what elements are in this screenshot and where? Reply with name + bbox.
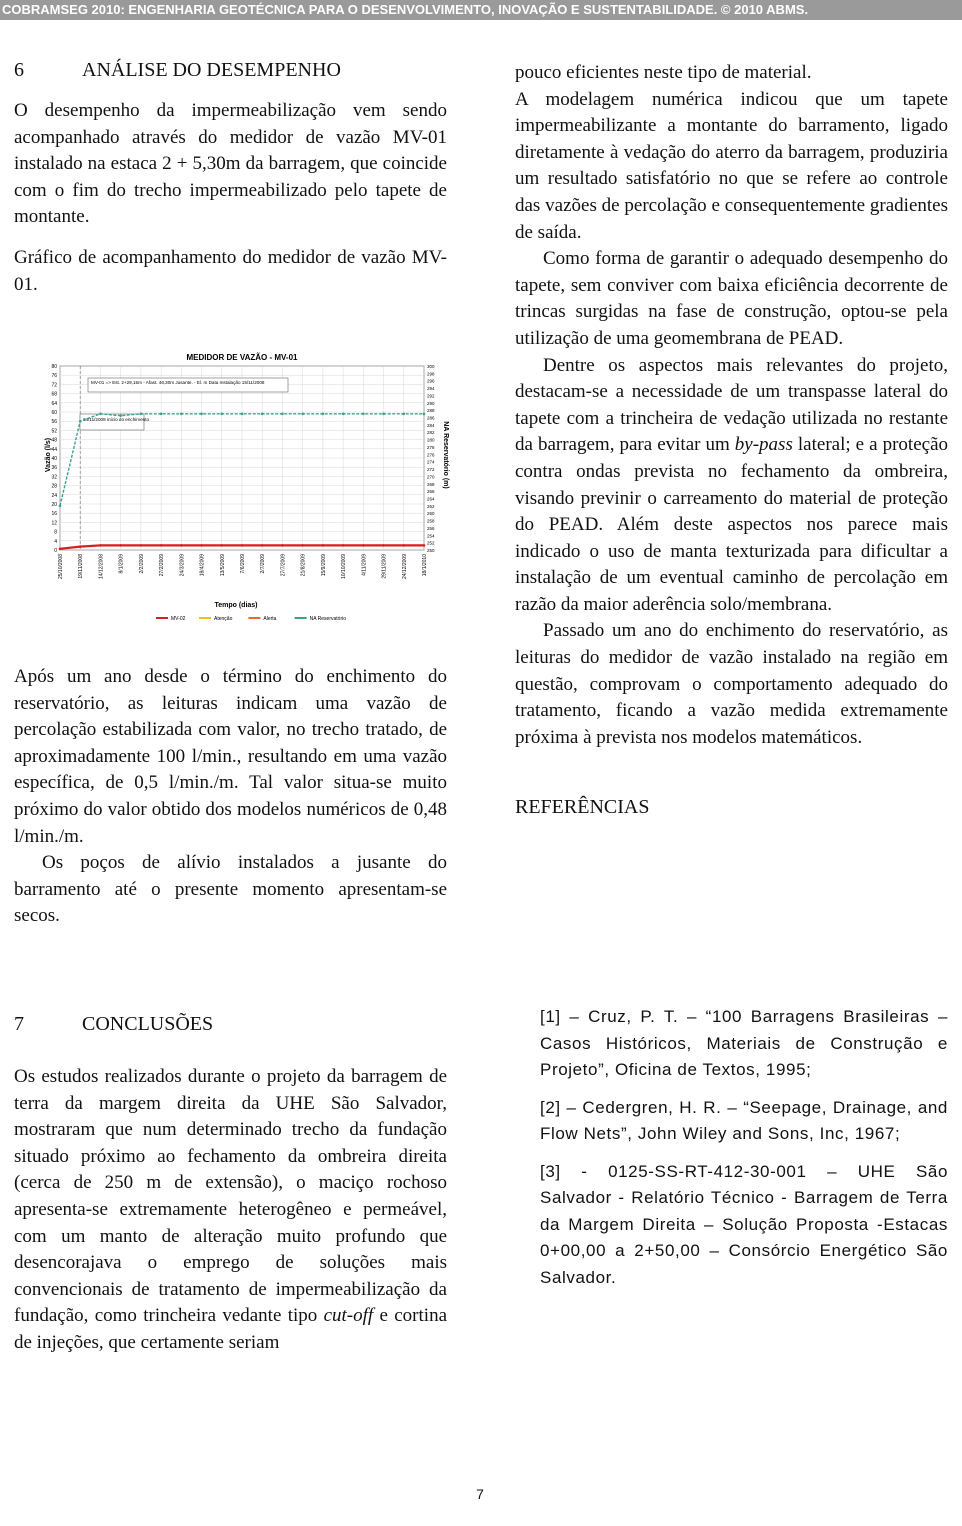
- paragraph: pouco eficientes neste tipo de material.: [515, 62, 812, 83]
- chart-plot-area: [51, 364, 435, 622]
- paragraph: A modelagem numérica indicou que um tapete impermeabilizante a montante do barramento, ligado diretamente à vedação do aterro da barragem, produziria um resultado satisfatório no que se refere ao controle das vazões de percolação e consequentemente gradientes de saída.: [515, 88, 948, 243]
- x-tick-label: 10/10/2009: [341, 554, 348, 580]
- y2-tick-label: 272: [427, 467, 435, 473]
- y-tick-label: 72: [51, 382, 57, 389]
- data-point: [99, 413, 102, 416]
- y-tick-label: 76: [51, 373, 57, 380]
- x-tick-label: 18/1/2010: [422, 554, 428, 577]
- data-point: [119, 414, 122, 417]
- data-point: [382, 413, 385, 416]
- x-tick-label: 24/3/2009: [179, 554, 186, 577]
- annotation-text: 24/11/2008 início do enchimento: [83, 417, 150, 422]
- x-tick-label: 4/11/2009: [361, 554, 368, 576]
- y-tick-label: 16: [51, 511, 57, 518]
- y-tick-label: 64: [51, 400, 57, 407]
- page-number: 7: [476, 1486, 484, 1502]
- y2-tick-label: 282: [427, 430, 435, 436]
- chart-ylabel: Vazão (l/s): [45, 437, 52, 473]
- data-point: [180, 544, 183, 547]
- data-point: [322, 544, 325, 547]
- data-point: [200, 413, 203, 416]
- data-point: [362, 413, 365, 416]
- data-point: [241, 544, 244, 547]
- legend-label: Alerta: [263, 616, 277, 622]
- data-point: [79, 420, 82, 423]
- data-point: [423, 413, 426, 416]
- y-tick-label: 48: [51, 437, 57, 444]
- reference-item: [2] – Cedergren, H. R. – “Seepage, Drainage, and Flow Nets”, John Wiley and Sons, Inc, 1967;: [540, 1097, 948, 1143]
- y-tick-label: 4: [54, 538, 57, 545]
- text-run: lateral; e a proteção contra ondas prevista no fechamento da ombreira, visando previnir o carreamento do material de proteção do PEAD. Além deste aspectos nos parece mais indicado o uso de manta texturizada para dificultar a instalação de um eventual caminho de percolação em razão da maior aderência solo/membrana.: [515, 434, 948, 615]
- section-number: 7: [14, 1013, 24, 1035]
- y-tick-label: 24: [51, 492, 57, 499]
- y2-tick-label: 290: [427, 400, 435, 406]
- reference-item: [1] – Cruz, P. T. – “100 Barragens Brasileiras – Casos Históricos, Materiais de Construção e Projeto”, Oficina de Textos, 1995;: [540, 1007, 948, 1079]
- y2-tick-label: 262: [427, 503, 435, 509]
- data-point: [402, 544, 405, 547]
- y2-tick-label: 250: [427, 548, 435, 553]
- x-tick-label: 2/2/2009: [138, 554, 145, 574]
- y2-tick-label: 254: [427, 533, 435, 539]
- data-point: [423, 544, 426, 547]
- data-point: [180, 413, 183, 416]
- data-point: [362, 544, 365, 547]
- y2-tick-label: 268: [427, 481, 435, 487]
- x-tick-label: 7/6/2009: [240, 554, 246, 574]
- data-point: [281, 413, 284, 416]
- y2-tick-label: 284: [427, 422, 435, 428]
- data-point: [140, 413, 143, 416]
- y2-tick-label: 260: [427, 511, 435, 517]
- y2-tick-label: 298: [427, 371, 435, 377]
- y2-tick-label: 256: [427, 525, 435, 531]
- references-list: [540, 1004, 948, 1302]
- y-tick-label: 44: [51, 446, 57, 453]
- section-title: CONCLUSÕES: [82, 1013, 214, 1035]
- y2-tick-label: 276: [427, 452, 435, 458]
- paragraph: Após um ano desde o término do enchimento do reservatório, as leituras indicam uma vazão de percolação estabilizada com valor, no trecho tratado, de aproximadamente 100 l/min., resultando em uma vazão específica, de 0,5 l/min./m. Tal valor situa-se muito próximo do valor obtido dos modelos numéricos de 0,48 l/min./m.: [14, 666, 447, 847]
- y-tick-label: 32: [51, 474, 57, 481]
- annotation-text: MV-01 => Est. 2+29,15m - Afast. 46,30m Jusante. - El. m Data Instalação 15/11/2008: [91, 380, 265, 385]
- x-tick-label: 8/1/2009: [118, 554, 125, 574]
- text-run: Dentre os aspectos mais relevantes do projeto, destacam-se a necessidade de um transpasse lateral do tapete com a trincheira de vedação utilizada no restante da barragem, para evitar um: [515, 354, 948, 456]
- data-point: [301, 413, 304, 416]
- y-tick-label: 20: [51, 502, 57, 508]
- section-number: 6: [14, 59, 24, 81]
- section-7-heading: [14, 1010, 447, 1038]
- text-run: e cortina de injeções, que certamente seriam: [14, 1305, 447, 1353]
- y-tick-label: 28: [51, 483, 57, 490]
- data-point: [342, 413, 345, 416]
- paragraph: O desempenho da impermeabilização vem sendo acompanhado através do medidor de vazão MV-01 instalado na estaca 2 + 5,30m da barragem, que coincide com o fim do trecho impermeabilizado pelo tapete de montante.: [14, 100, 447, 228]
- y2-tick-label: 252: [427, 540, 435, 546]
- y2-tick-label: 258: [427, 518, 435, 524]
- text-run: Os estudos realizados durante o projeto da barragem de terra da margem direita da UHE São Salvador, mostraram que num determinado trecho da fundação situado próximo ao fechamento da ombreira direita (cerca de 250 m de extensão), o maciço rochoso apresenta-se extremamente heterogêneo e permeável, com um manto de alteração muito profundo que desencorajava o emprego de soluções mais convencionais de tratamento de impermeabilização da fundação, como trincheira vedante tipo: [14, 1066, 447, 1327]
- data-point: [382, 544, 385, 547]
- chart-title: MEDIDOR DE VAZÃO - MV-01: [186, 353, 298, 362]
- chart-y2label: NA Reservatório (m): [442, 421, 449, 489]
- data-point: [342, 544, 345, 547]
- x-tick-label: 14/12/2008: [98, 554, 105, 580]
- y2-tick-label: 300: [427, 364, 435, 369]
- paragraph: Passado um ano do enchimento do reservatório, as leituras do medidor de vazão instalado na região em questão, comprovam o comportamento adequado do tratamento, ficando a vazão medida extremamente próxima à prevista nos modelos matemáticos.: [515, 620, 948, 748]
- y2-tick-label: 274: [427, 459, 435, 465]
- x-tick-label: 24/12/2009: [401, 554, 408, 580]
- legend-label: NA Reservatório: [309, 616, 347, 622]
- legend-label: MV-02: [171, 616, 186, 622]
- x-tick-label: 15/9/2009: [320, 554, 327, 577]
- conference-header-banner: COBRAMSEG 2010: ENGENHARIA GEOTÉCNICA PARA O DESENVOLVIMENTO, INOVAÇÃO E SUSTENTABILIDADE. © 2010 ABMS.: [0, 0, 962, 20]
- data-point: [119, 544, 122, 547]
- y-tick-label: 8: [54, 529, 57, 536]
- references-heading: REFERÊNCIAS: [515, 796, 650, 819]
- legend-label: Atenção: [214, 616, 233, 622]
- data-point: [281, 544, 284, 547]
- y2-tick-label: 286: [427, 415, 435, 421]
- y-tick-label: 40: [51, 456, 57, 462]
- x-tick-label: 18/4/2009: [199, 554, 206, 577]
- data-point: [322, 413, 325, 416]
- data-point: [220, 544, 223, 547]
- data-point: [261, 413, 264, 416]
- data-point: [59, 548, 62, 551]
- x-tick-label: 19/11/2008: [78, 554, 85, 579]
- chart-xlabel: Tempo (dias): [214, 602, 258, 609]
- data-point: [59, 505, 62, 508]
- y2-tick-label: 296: [427, 378, 435, 384]
- x-tick-label: 25/10/2008: [58, 554, 64, 580]
- data-point: [241, 413, 244, 416]
- y2-tick-label: 278: [427, 444, 435, 450]
- x-tick-label: 27/2/2009: [159, 554, 166, 577]
- chart-svg: [36, 350, 448, 628]
- y-tick-label: 60: [51, 410, 57, 416]
- y2-tick-label: 264: [427, 496, 435, 502]
- data-point: [220, 413, 223, 416]
- data-point: [140, 544, 143, 547]
- data-point: [160, 544, 163, 547]
- italic-term: cut-off: [323, 1305, 374, 1327]
- paragraph: [515, 353, 948, 619]
- section-7: [14, 1010, 447, 1357]
- y2-tick-label: 280: [427, 437, 435, 443]
- x-tick-label: 29/11/2009: [381, 554, 388, 579]
- x-tick-label: 2/7/2009: [260, 554, 267, 574]
- data-point: [261, 544, 264, 547]
- section-6-heading: [14, 56, 447, 84]
- y2-tick-label: 294: [427, 386, 435, 392]
- data-point: [402, 413, 405, 416]
- x-tick-label: 21/8/2009: [300, 554, 307, 577]
- y-tick-label: 80: [51, 364, 57, 370]
- x-tick-label: 27/7/2009: [280, 554, 287, 577]
- y-tick-label: 52: [51, 428, 57, 435]
- y2-tick-label: 266: [427, 489, 435, 495]
- y-tick-label: 36: [51, 465, 57, 472]
- y-tick-label: 0: [54, 548, 57, 554]
- section-title: ANÁLISE DO DESEMPENHO: [82, 59, 341, 81]
- left-column: [14, 56, 447, 298]
- x-tick-label: 13/5/2009: [219, 554, 226, 577]
- data-point: [160, 413, 163, 416]
- right-column: [515, 60, 948, 821]
- data-point: [200, 544, 203, 547]
- paragraph: [14, 1064, 447, 1357]
- reference-item: [3] - 0125-SS-RT-412-30-001 – UHE São Salvador - Relatório Técnico - Barragem de Terra da Margem Direita – Solução Proposta -Estacas 0+00,00 a 2+50,00 – Consórcio Energético São Salvador.: [540, 1161, 948, 1287]
- y-tick-label: 12: [51, 520, 57, 527]
- italic-term: by-pass: [734, 434, 793, 456]
- y-tick-label: 68: [51, 391, 57, 398]
- y-tick-label: 56: [51, 419, 57, 426]
- data-point: [99, 544, 102, 547]
- y2-tick-label: 288: [427, 408, 435, 414]
- y2-tick-label: 292: [427, 393, 435, 399]
- flow-meter-chart: [36, 350, 448, 628]
- figure-caption: Gráfico de acompanhamento do medidor de vazão MV-01.: [14, 246, 447, 295]
- y2-tick-label: 270: [427, 474, 435, 480]
- data-point: [301, 544, 304, 547]
- paragraph: Como forma de garantir o adequado desempenho do tapete, sem conviver com baixa eficiência decorrente de trincas surgidas na fase de construção, optou-se pela utilização de uma geomembrana de PEAD.: [515, 248, 948, 349]
- left-column-continued: [14, 664, 447, 930]
- data-point: [79, 545, 82, 548]
- paragraph: Os poços de alívio instalados a jusante do barramento até o presente momento apresentam-se secos.: [14, 852, 447, 927]
